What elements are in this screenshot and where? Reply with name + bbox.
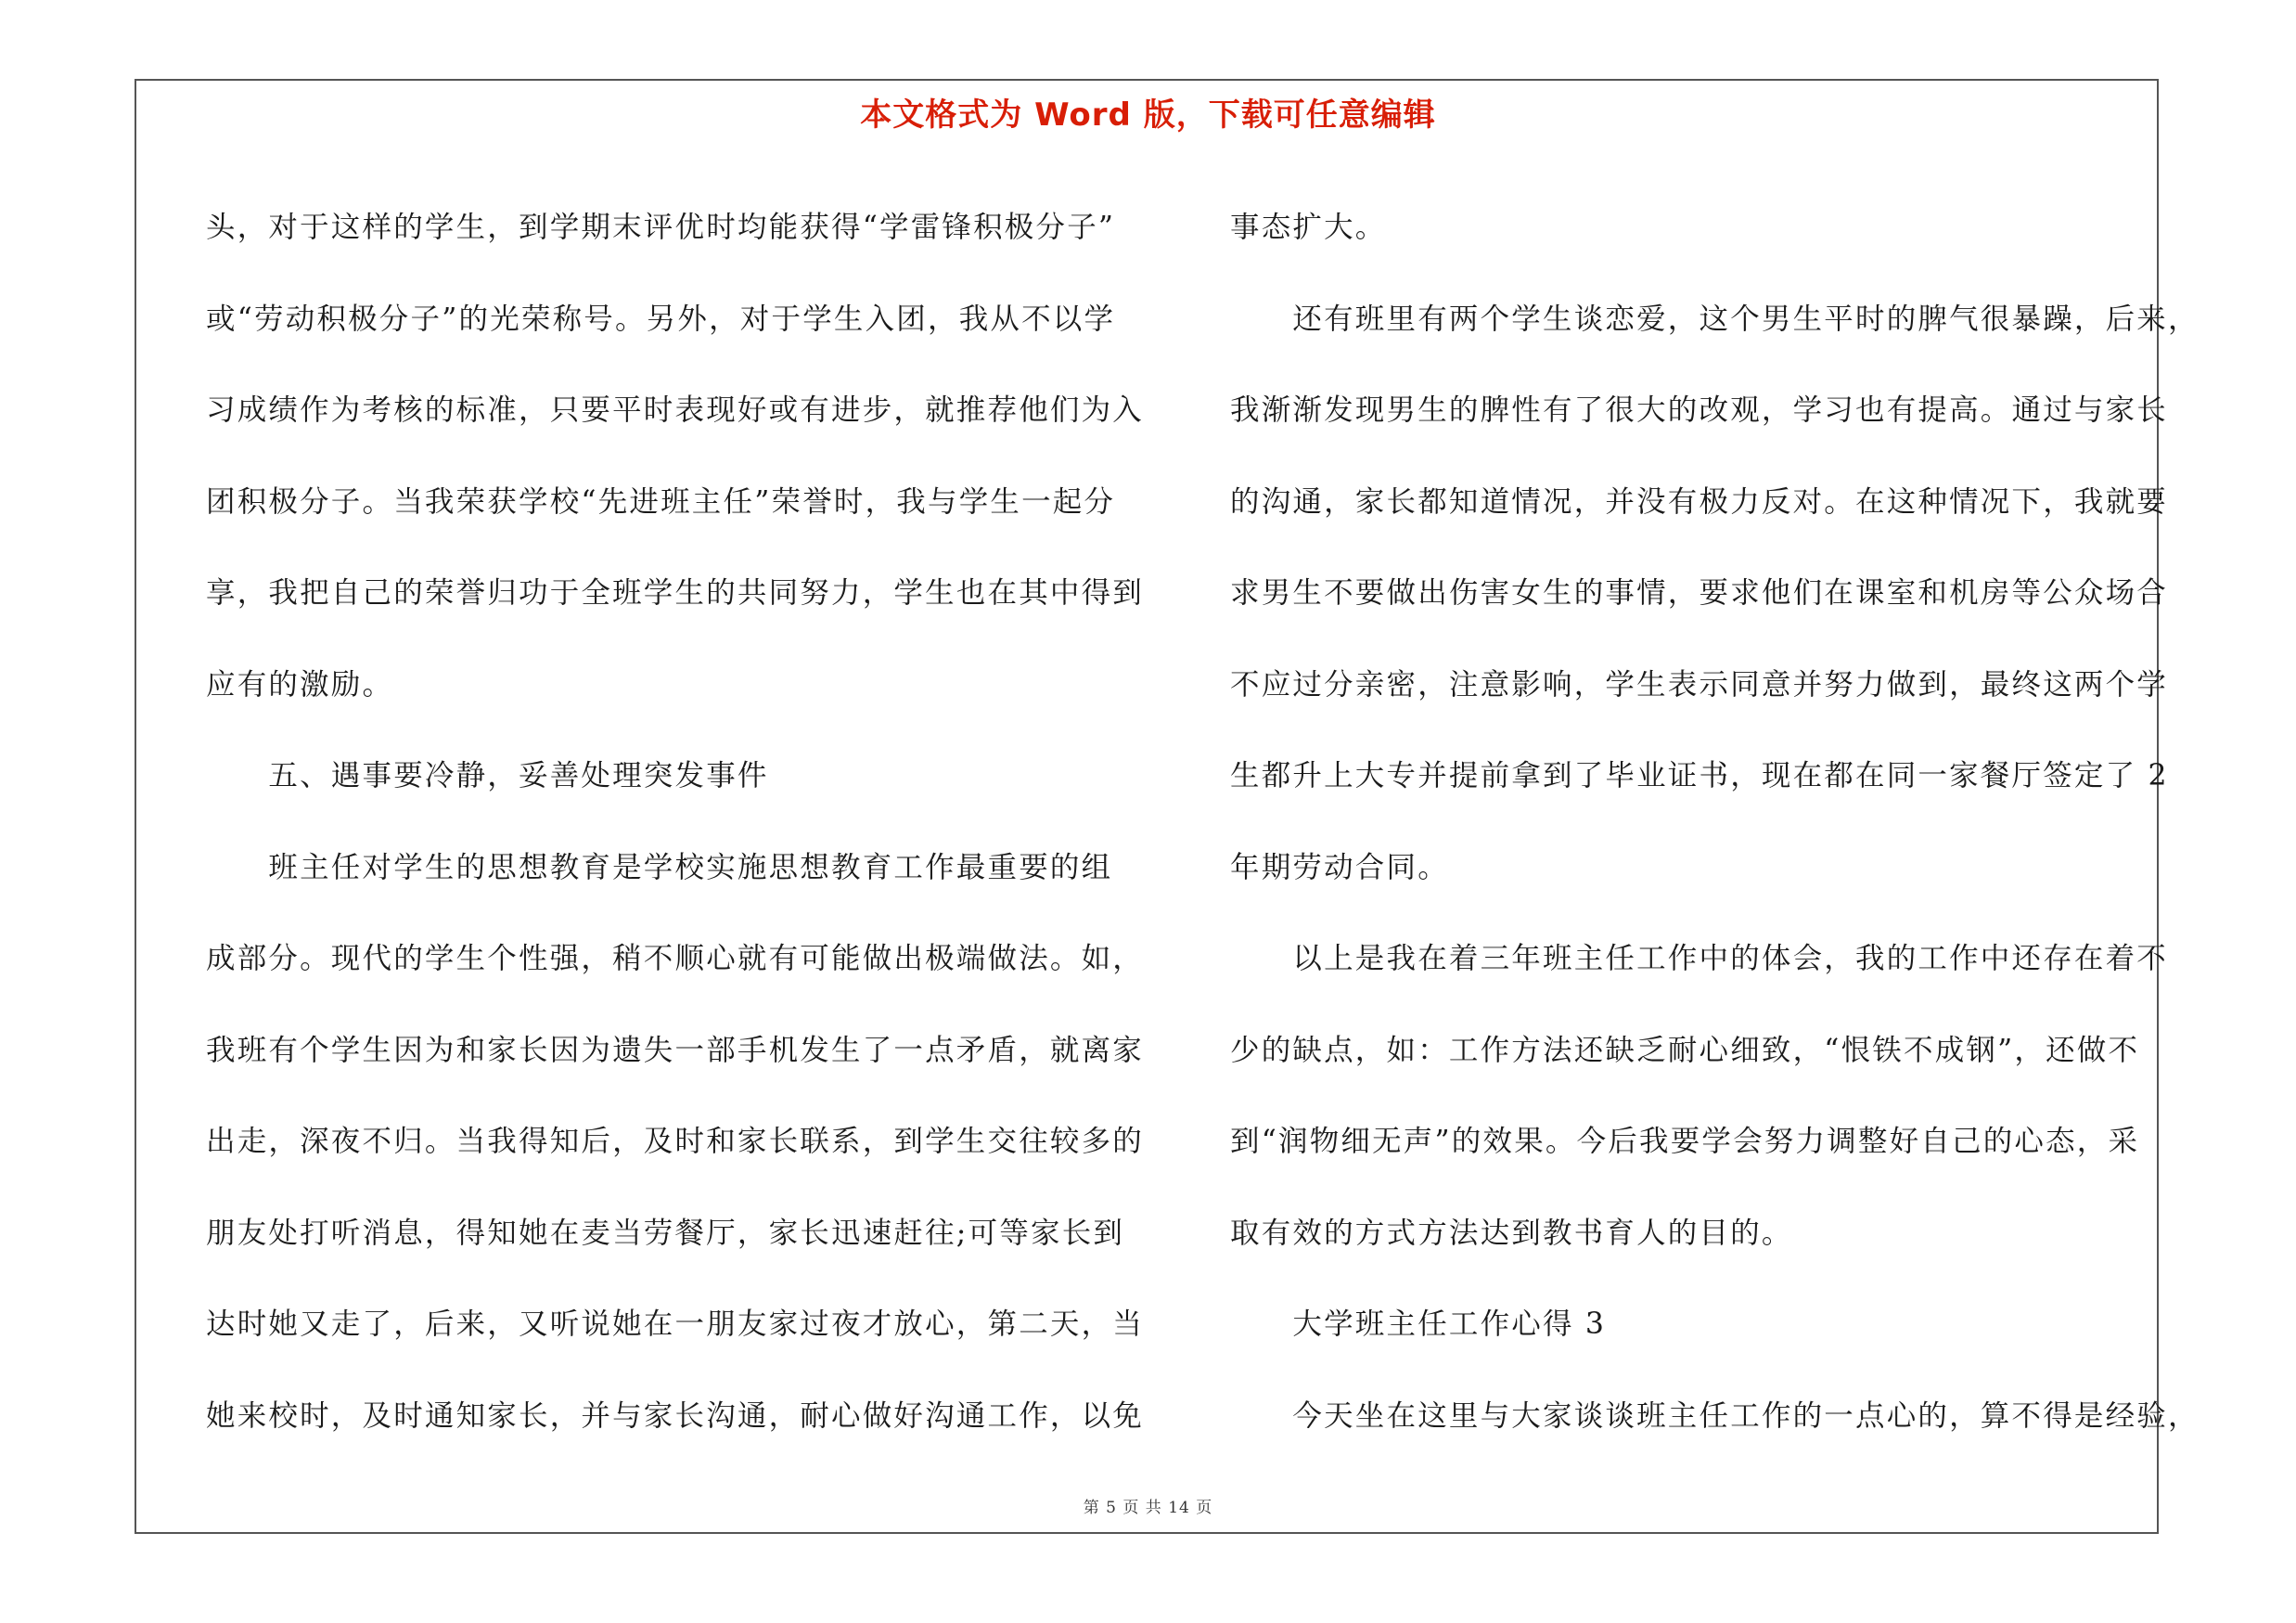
text-line: 成部分。现代的学生个性强，稍不顺心就有可能做出极端做法。如， xyxy=(206,942,1145,975)
text-line: 享，我把自己的荣誉归功于全班学生的共同努力，学生也在其中得到 xyxy=(206,576,1145,610)
text-line: 不应过分亲密，注意影响，学生表示同意并努力做到，最终这两个学 xyxy=(1230,667,2169,702)
text-line: 头，对于这样的学生，到学期末评优时均能获得“学雷锋积极分子” xyxy=(206,211,1116,244)
text-line: 她来校时，及时通知家长，并与家长沟通，耐心做好沟通工作，以免 xyxy=(206,1398,1145,1433)
section-heading: 五、遇事要冷静，妥善处理突发事件 xyxy=(206,759,769,792)
text-line: 或“劳动积极分子”的光荣称号。另外，对于学生入团，我从不以学 xyxy=(206,302,1116,336)
text-line: 以上是我在着三年班主任工作中的体会，我的工作中还存在着不 xyxy=(1230,942,2169,975)
text-line: 习成绩作为考核的标准，只要平时表现好或有进步，就推荐他们为入 xyxy=(206,393,1145,427)
text-line: 求男生不要做出伤害女生的事情，要求他们在课室和机房等公众场合 xyxy=(1230,576,2169,610)
text-line: 达时她又走了，后来，又听说她在一朋友家过夜才放心，第二天，当 xyxy=(206,1307,1145,1341)
right-text-column xyxy=(1230,182,2200,1462)
text-line: 年期劳动合同。 xyxy=(1230,850,1449,884)
text-line: 应有的激励。 xyxy=(206,667,394,702)
page-number-footer: 第 5 页 共 14 页 xyxy=(1083,1499,1213,1517)
text-line: 的沟通，家长都知道情况，并没有极力反对。在这种情况下，我就要 xyxy=(1230,484,2169,519)
text-line: 取有效的方式方法达到教书育人的目的。 xyxy=(1230,1216,1793,1250)
text-line: 朋友处打听消息，得知她在麦当劳餐厅，家长迅速赶往;可等家长到 xyxy=(206,1216,1125,1250)
format-banner: 本文格式为 Word 版，下载可任意编辑 xyxy=(860,97,1436,134)
text-line: 班主任对学生的思想教育是学校实施思想教育工作最重要的组 xyxy=(206,850,1113,884)
text-line: 我班有个学生因为和家长因为遗失一部手机发生了一点矛盾，就离家 xyxy=(206,1033,1145,1067)
left-text-column xyxy=(206,182,1145,1462)
text-line: 团积极分子。当我荣获学校“先进班主任”荣誉时，我与学生一起分 xyxy=(206,484,1116,519)
text-line: 生都升上大专并提前拿到了毕业证书，现在都在同一家餐厅签定了 2 xyxy=(1230,759,2169,792)
text-line: 少的缺点，如：工作方法还缺乏耐心细致，“恨铁不成钢”，还做不 xyxy=(1230,1033,2140,1067)
text-line: 还有班里有两个学生谈恋爱，这个男生平时的脾气很暴躁，后来， xyxy=(1230,302,2200,336)
text-line: 我渐渐发现男生的脾性有了很大的改观，学习也有提高。通过与家长 xyxy=(1230,393,2169,427)
text-line: 事态扩大。 xyxy=(1230,211,1387,244)
text-line: 出走，深夜不归。当我得知后，及时和家长联系，到学生交往较多的 xyxy=(206,1125,1145,1158)
section-heading: 大学班主任工作心得 3 xyxy=(1230,1307,1607,1341)
text-line: 到“润物细无声”的效果。今后我要学会努力调整好自己的心态，采 xyxy=(1230,1125,2140,1158)
text-line: 今天坐在这里与大家谈谈班主任工作的一点心的，算不得是经验， xyxy=(1230,1398,2200,1433)
